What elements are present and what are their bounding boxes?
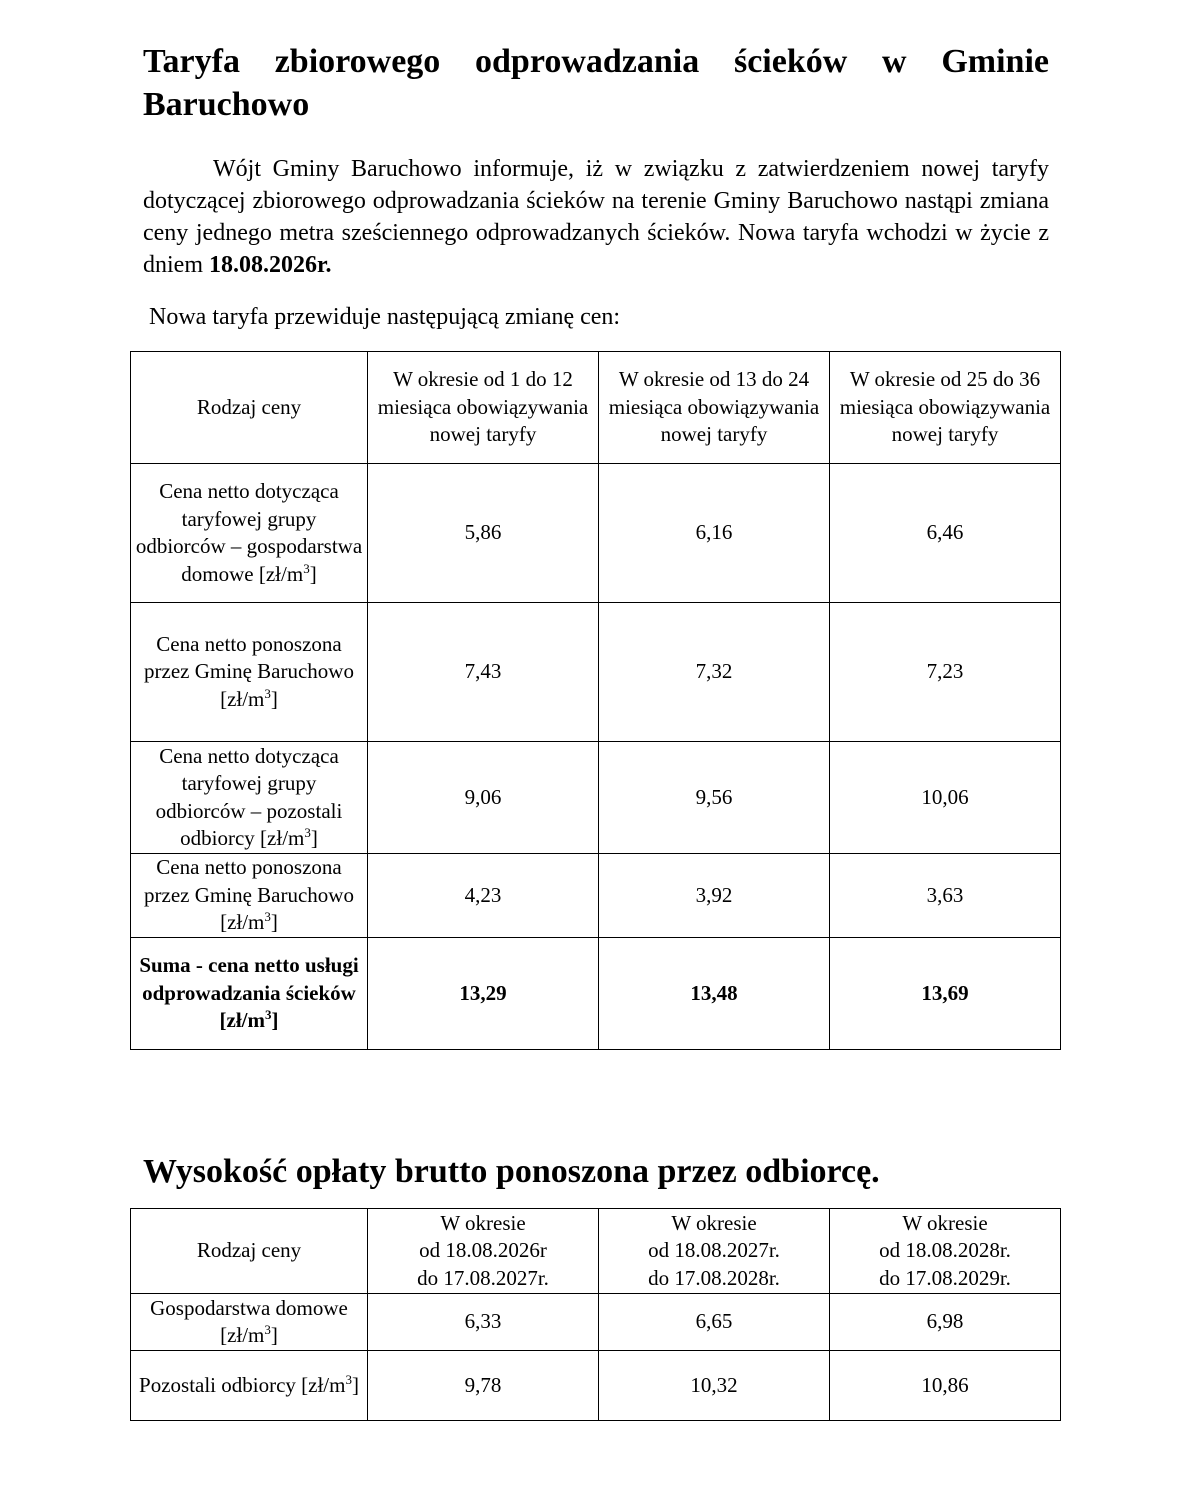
cell-value: 6,98 [830, 1294, 1061, 1351]
cell-value: 10,32 [599, 1351, 830, 1421]
cell-value: 13,48 [599, 938, 830, 1050]
cell-value: 10,06 [830, 742, 1061, 854]
header-period-2: W okresie od 13 do 24 miesiąca obowiązywania nowej taryfy [599, 352, 830, 464]
cell-value: 9,56 [599, 742, 830, 854]
cell-value: 4,23 [368, 854, 599, 938]
table-row [131, 854, 1061, 938]
table-row [131, 1294, 1061, 1351]
net-price-table [130, 351, 1061, 1050]
cell-value: 10,86 [830, 1351, 1061, 1421]
cell-value: 13,29 [368, 938, 599, 1050]
header-period-1: W okresie od 1 do 12 miesiąca obowiązywania nowej taryfy [368, 352, 599, 464]
gross-price-table [130, 1208, 1061, 1421]
cell-value: 6,16 [599, 464, 830, 603]
header-period-3: W okresie od 25 do 36 miesiąca obowiązywania nowej taryfy [830, 352, 1061, 464]
table-row [131, 603, 1061, 742]
table-row [131, 742, 1061, 854]
row-label: Gospodarstwa domowe $[zł/m^3]$ [131, 1294, 368, 1351]
cell-value: 13,69 [830, 938, 1061, 1050]
section-title: Wysokość opłaty brutto ponoszona przez odbiorcę. [143, 1153, 880, 1190]
row-label: Pozostali odbiorcy $[zł/m^3]$ [131, 1351, 368, 1421]
cell-value: 6,65 [599, 1294, 830, 1351]
cell-value: 5,86 [368, 464, 599, 603]
document-title: Taryfa zbiorowego odprowadzania ścieków w Gminie Baruchowo [143, 43, 1049, 123]
cell-value: 6,46 [830, 464, 1061, 603]
row-label: Cena netto ponoszona przez Gminę Baruchowo $[zł/m^3]$ [131, 603, 368, 742]
row-label: Cena netto ponoszona przez Gminę Baruchowo $[zł/m^3]$ [131, 854, 368, 938]
table-row [131, 464, 1061, 603]
header-period-2: W okresie od 18.08.2027r. do 17.08.2028r. [599, 1209, 830, 1294]
header-period-1: W okresie od 18.08.2026r do 17.08.2027r. [368, 1209, 599, 1294]
cell-value: 7,43 [368, 603, 599, 742]
header-price-type: Rodzaj ceny [131, 1209, 368, 1294]
cell-value: 7,23 [830, 603, 1061, 742]
cell-value: 9,78 [368, 1351, 599, 1421]
table-total-row [131, 938, 1061, 1050]
table-header-row [131, 352, 1061, 464]
cell-value: 6,33 [368, 1294, 599, 1351]
row-label: Cena netto dotycząca taryfowej grupy odbiorców – gospodarstwa domowe $[zł/m^3]$ [131, 464, 368, 603]
table-row [131, 1351, 1061, 1421]
intro-text: Wójt Gminy Baruchowo informuje, iż w związku z zatwierdzeniem nowej taryfy dotyczącej zbiorowego odprowadzania ścieków na terenie Gminy Baruchowo nastąpi zmiana ceny jednego metra sześciennego odprowadzanych ścieków. Nowa taryfa wchodzi w życie z dniem [143, 156, 1049, 278]
row-label: Suma - cena netto usługi odprowadzania ścieków $[zł/m^3]$ [131, 938, 368, 1050]
row-label: Cena netto dotycząca taryfowej grupy odbiorców – pozostali odbiorcy $[zł/m^3]$ [131, 742, 368, 854]
cell-value: 7,32 [599, 603, 830, 742]
cell-value: 3,92 [599, 854, 830, 938]
table-header-row [131, 1209, 1061, 1294]
cell-value: 3,63 [830, 854, 1061, 938]
table-lead-text: Nowa taryfa przewiduje następującą zmianę cen: [149, 304, 621, 330]
header-price-type: Rodzaj ceny [131, 352, 368, 464]
effective-date: 18.08.2026r. [209, 252, 332, 278]
header-period-3: W okresie od 18.08.2028r. do 17.08.2029r. [830, 1209, 1061, 1294]
intro-paragraph [143, 153, 1049, 281]
cell-value: 9,06 [368, 742, 599, 854]
